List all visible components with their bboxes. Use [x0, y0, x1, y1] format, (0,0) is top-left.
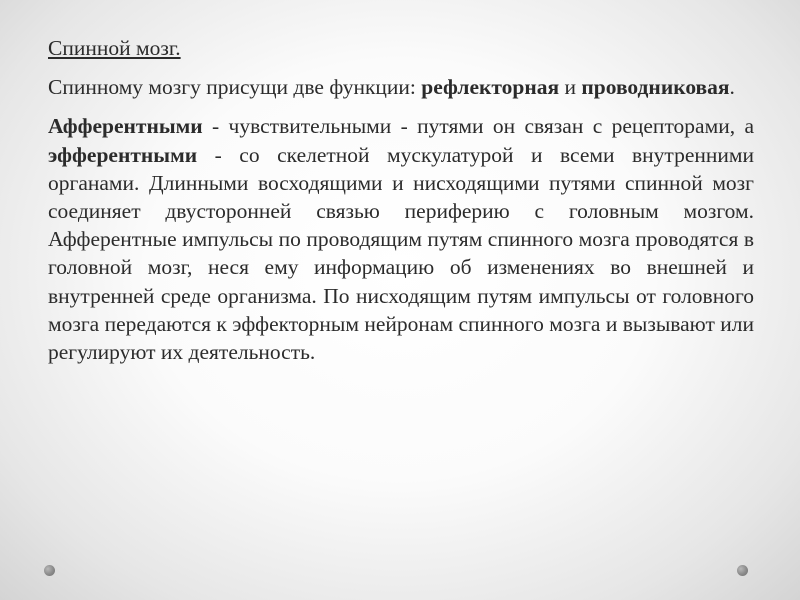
p1-bold-conduction: проводниковая: [581, 75, 730, 100]
p2-bold-afferent: Афферентными: [48, 114, 203, 139]
p2-text-1: - чувствительными - путями он связан с рецепторами, а: [202, 114, 754, 139]
bullet-dot-icon: [44, 565, 55, 576]
slide-title: Спинной мозг.: [48, 36, 181, 60]
paragraph-functions: [48, 73, 754, 101]
p2-text-2: - со скелетной мускулатурой и всеми внутренними органами. Длинными восходящими и нисходящими путями спинной мозг соединяет двусторонней связью периферию с головным мозгом. Афферентные импульсы по проводящим путям спинного мозга проводятся в головной мозг, неся ему информацию об изменениях во внешней и внутренней среде организма. По нисходящим путям импульсы от головного мозга передаются к эффекторным нейронам спинного мозга и вызывают или регулируют их деятельность.: [48, 142, 754, 365]
p2-bold-efferent: эфферентными: [48, 142, 198, 167]
bullet-dot-icon: [737, 565, 748, 576]
paragraph-pathways: [48, 112, 754, 366]
slide-content: [48, 34, 754, 377]
p1-text-3: .: [729, 75, 735, 100]
p1-bold-reflex: рефлекторная: [421, 75, 560, 100]
p1-text-1: Спинному мозгу присущи две функции:: [48, 75, 422, 100]
p1-text-2: и: [559, 75, 582, 100]
